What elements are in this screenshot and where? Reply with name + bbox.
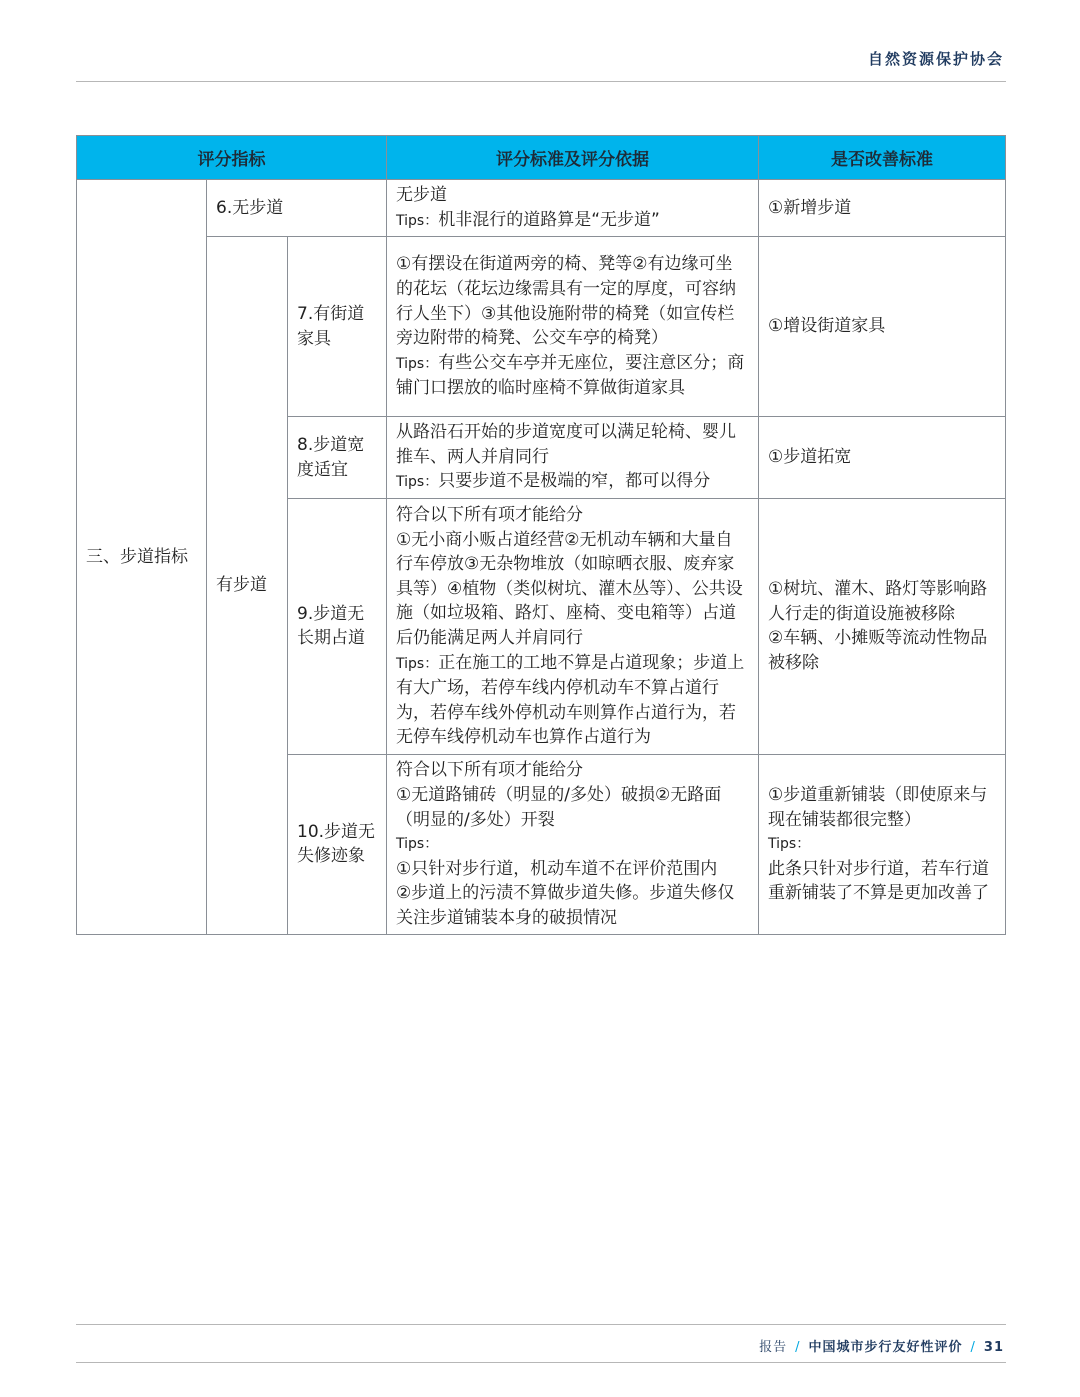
col-header-improvement: 是否改善标准 bbox=[759, 136, 1006, 180]
footer-rule-top bbox=[76, 1324, 1006, 1325]
col-header-indicator: 评分指标 bbox=[77, 136, 387, 180]
table-row bbox=[77, 237, 1006, 417]
criteria-text: 从路沿石开始的步道宽度可以满足轮椅、婴儿推车、两人并肩同行 bbox=[396, 422, 736, 467]
tips-content: 机非混行的道路算是“无步道” bbox=[438, 209, 660, 230]
tips-text bbox=[396, 469, 749, 495]
improvement-cell bbox=[759, 754, 1006, 934]
indicator-cell: 9.步道无长期占道 bbox=[288, 498, 387, 754]
tips-label: Tips： bbox=[768, 836, 811, 853]
improvement-text: ①步道拓宽 bbox=[768, 447, 852, 468]
header-rule bbox=[76, 81, 1006, 82]
footer-title: 中国城市步行友好性评价 bbox=[808, 1340, 963, 1355]
improvement-text: ①增设街道家具 bbox=[768, 316, 886, 337]
tips-text bbox=[396, 651, 749, 750]
criteria-text: ①无道路铺砖（明显的/多处）破损②无路面（明显的/多处）开裂 bbox=[396, 784, 722, 830]
improvement-text: ①新增步道 bbox=[768, 197, 852, 218]
scoring-table bbox=[76, 135, 1006, 935]
footer-label: 报告 bbox=[759, 1340, 788, 1355]
group-cell: 有步道 bbox=[207, 237, 288, 935]
criteria-text: 无步道 bbox=[396, 185, 447, 205]
tips-content: 此条只针对步行道，若车行道重新铺装了不算是更加改善了 bbox=[768, 858, 989, 904]
tips-content: 有些公交车亭并无座位，要注意区分；商铺门口摆放的临时座椅不算做街道家具 bbox=[396, 352, 745, 399]
footer-separator: / bbox=[795, 1340, 801, 1355]
tips-content: 只要步道不是极端的窄，都可以得分 bbox=[438, 471, 711, 492]
criteria-cell bbox=[387, 498, 759, 754]
organization-name: 自然资源保护协会 bbox=[867, 50, 1004, 68]
improvement-text: ①步道重新铺装（即使原来与现在铺装都很完整） bbox=[768, 784, 988, 830]
category-cell: 三、步道指标 bbox=[77, 180, 207, 935]
criteria-text: 符合以下所有项才能给分 bbox=[396, 505, 583, 525]
improvement-cell bbox=[759, 237, 1006, 417]
tips-label: Tips： bbox=[396, 836, 439, 853]
criteria-cell bbox=[387, 180, 759, 237]
col-header-criteria: 评分标准及评分依据 bbox=[387, 136, 759, 180]
indicator-cell: 10.步道无失修迹象 bbox=[288, 754, 387, 934]
tips-label: Tips： bbox=[396, 212, 439, 229]
tips-label: Tips： bbox=[396, 474, 439, 491]
footer-rule-bottom bbox=[76, 1362, 1006, 1363]
improvement-cell bbox=[759, 498, 1006, 754]
tips-content: 正在施工的工地不算是占道现象；步道上有大广场，若停车线内停机动车不算占道行为，若停车线外停机动车则算作占道行为，若无停车线停机动车也算作占道行为 bbox=[396, 652, 745, 748]
tips-text bbox=[396, 351, 749, 401]
criteria-text: ①无小商小贩占道经营②无机动车辆和大量自行车停放③无杂物堆放（如晾晒衣服、废弃家具等）④植物（类似树坑、灌木丛等）、公共设施（如垃圾箱、路灯、座椅、变电箱等）占道后仍能满足两人并肩同行 bbox=[396, 529, 743, 648]
tips-label: Tips： bbox=[396, 355, 439, 372]
indicator-cell: 8.步道宽度适宜 bbox=[288, 417, 387, 499]
indicator-cell: 6.无步道 bbox=[207, 180, 387, 237]
tips-content: ①只针对步行道，机动车道不在评价范围内 bbox=[396, 858, 718, 879]
footer-separator: / bbox=[970, 1340, 976, 1355]
footer bbox=[759, 1336, 1004, 1355]
improvement-cell bbox=[759, 180, 1006, 237]
improvement-text: ②车辆、小摊贩等流动性物品被移除 bbox=[768, 628, 988, 674]
criteria-cell bbox=[387, 417, 759, 499]
tips-content: ②步道上的污渍不算做步道失修。步道失修仅关注步道铺装本身的破损情况 bbox=[396, 883, 735, 928]
table-row bbox=[77, 180, 1006, 237]
table-header-row bbox=[77, 136, 1006, 180]
improvement-cell bbox=[759, 417, 1006, 499]
criteria-text: 符合以下所有项才能给分 bbox=[396, 760, 583, 781]
criteria-cell bbox=[387, 754, 759, 934]
criteria-cell bbox=[387, 237, 759, 417]
page-number: 31 bbox=[983, 1340, 1004, 1355]
tips-label: Tips： bbox=[396, 655, 439, 672]
indicator-cell: 7.有街道家具 bbox=[288, 237, 387, 417]
criteria-text: ①有摆设在街道两旁的椅、凳等②有边缘可坐的花坛（花坛边缘需具有一定的厚度，可容纳行人坐下）③其他设施附带的椅凳（如宣传栏旁边附带的椅凳、公交车亭的椅凳） bbox=[396, 254, 736, 349]
tips-text bbox=[396, 208, 749, 234]
improvement-text: ①树坑、灌木、路灯等影响路人行走的街道设施被移除 bbox=[768, 579, 988, 624]
